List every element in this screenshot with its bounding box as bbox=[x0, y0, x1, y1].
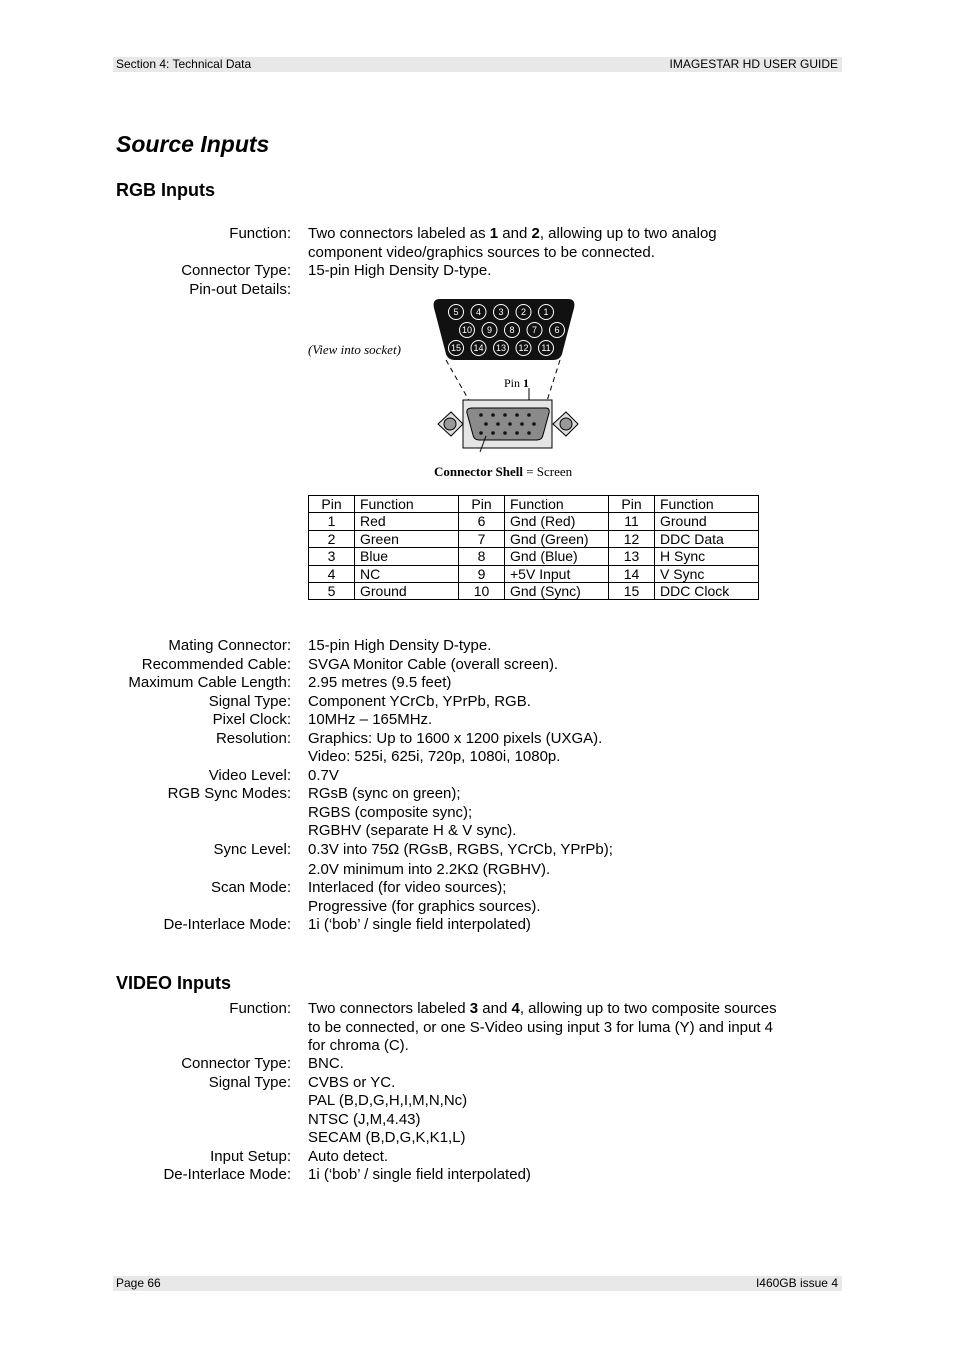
spec-label: Connector Type: bbox=[181, 1055, 291, 1072]
spec-value: 15-pin High Density D-type. bbox=[308, 637, 492, 654]
spec-value: RGBS (composite sync); bbox=[308, 803, 473, 821]
shell-pin bbox=[515, 413, 519, 417]
spec-value: 0.7V bbox=[308, 766, 339, 784]
spec-label: RGB Sync Modes: bbox=[167, 785, 291, 802]
spec-value: 1i (‘bob’ / single field interpolated) bbox=[308, 916, 531, 933]
spec-value: Interlaced (for video sources); bbox=[308, 879, 507, 896]
spec-value: SECAM (B,D,G,K,K1,L) bbox=[308, 1129, 466, 1146]
spec-label: De-Interlace Mode: bbox=[163, 1166, 291, 1183]
spec-value: Graphics: Up to 1600 x 1200 pixels (UXGA). bbox=[308, 729, 603, 747]
socket-pin-number: 15 bbox=[450, 343, 462, 354]
shell-pin bbox=[527, 431, 531, 435]
shell-pin bbox=[479, 413, 483, 417]
socket-pin-number: 9 bbox=[486, 325, 493, 336]
page-header bbox=[113, 57, 842, 72]
spec-value: BNC. bbox=[308, 1055, 344, 1072]
spec-value: Progressive (for graphics sources). bbox=[308, 897, 541, 915]
shell-pin bbox=[491, 431, 495, 435]
spec-value: CVBS or YC. bbox=[308, 1073, 396, 1091]
shell-pin bbox=[484, 422, 488, 426]
spec-label: Mating Connector: bbox=[168, 637, 291, 654]
socket-pin-number: 12 bbox=[518, 343, 529, 354]
socket-pin-number: 11 bbox=[541, 343, 551, 354]
spec-value: RGBHV (separate H & V sync). bbox=[308, 822, 517, 839]
spec-value: RGsB (sync on green); bbox=[308, 785, 461, 802]
socket-pin-number: 4 bbox=[475, 307, 482, 318]
table-row: 4 NC 9 +5V Input 14 V Sync bbox=[309, 565, 759, 582]
vga-connector-diagram bbox=[300, 292, 600, 484]
spec-value: Video: 525i, 625i, 720p, 1080i, 1080p. bbox=[308, 748, 561, 765]
spec-value: 2.95 metres (9.5 feet) bbox=[308, 674, 452, 691]
document-issue: I460GB issue 4 bbox=[755, 1276, 838, 1290]
spec-value: SVGA Monitor Cable (overall screen). bbox=[308, 655, 559, 673]
table-row: 1 Red 6 Gnd (Red) 11 Ground bbox=[309, 513, 759, 530]
socket-pin-number: 10 bbox=[461, 325, 473, 336]
spec-value: Component YCrCb, YPrPb, RGB. bbox=[308, 692, 531, 710]
page-number: Page 66 bbox=[116, 1276, 161, 1290]
spec-label: Sync Level: bbox=[213, 840, 291, 858]
socket-pin-number: 6 bbox=[554, 325, 560, 336]
shell-pin bbox=[491, 413, 495, 417]
pin-1-label: Pin 1 bbox=[504, 376, 530, 390]
socket-pin-number: 13 bbox=[495, 343, 507, 354]
shell-pin bbox=[532, 422, 536, 426]
spec-label: Signal Type: bbox=[208, 1073, 291, 1091]
rgb-heading: RGB Inputs bbox=[116, 180, 215, 200]
spec-label: Input Setup: bbox=[210, 1147, 291, 1165]
spec-value: PAL (B,D,G,H,I,M,N,Nc) bbox=[308, 1092, 468, 1109]
video-heading: VIDEO Inputs bbox=[116, 973, 232, 993]
spec-value: NTSC (J,M,4.43) bbox=[308, 1110, 421, 1128]
spec-value: 2.0V minimum into 2.2KΩ (RGBHV). bbox=[308, 860, 551, 878]
spec-label: De-Interlace Mode: bbox=[163, 916, 291, 933]
shell-label: Connector Shell = Screen bbox=[434, 464, 573, 479]
spec-label: Video Level: bbox=[208, 766, 291, 784]
socket-pin-number: 14 bbox=[473, 343, 484, 354]
shell-pin bbox=[496, 422, 500, 426]
table-row: 5 Ground 10 Gnd (Sync) 15 DDC Clock bbox=[309, 583, 759, 600]
right-screw-icon bbox=[553, 412, 578, 436]
header-section: Section 4: Technical Data bbox=[116, 57, 252, 71]
socket-pin-number: 5 bbox=[453, 307, 459, 318]
pinout-table bbox=[308, 495, 759, 600]
shell-pin bbox=[503, 431, 507, 435]
spec-label: Signal Type: bbox=[208, 692, 291, 710]
page-title: Source Inputs bbox=[116, 131, 270, 157]
shell-pin bbox=[508, 422, 512, 426]
table-row: 3 Blue 8 Gnd (Blue) 13 H Sync bbox=[309, 548, 759, 565]
spec-label: Pixel Clock: bbox=[212, 711, 291, 728]
rgb-function-label: Function: bbox=[229, 225, 291, 242]
view-note: (View into socket) bbox=[308, 342, 401, 357]
spec-label: Scan Mode: bbox=[210, 879, 291, 896]
spec-value: Auto detect. bbox=[308, 1147, 389, 1165]
table-header-row: Pin Function Pin Function Pin Function bbox=[309, 496, 759, 513]
socket-pin-number: 2 bbox=[520, 307, 527, 318]
spec-value: 1i (‘bob’ / single field interpolated) bbox=[308, 1166, 531, 1183]
shell-pin bbox=[503, 413, 507, 417]
shell-pin bbox=[520, 422, 524, 426]
shell-pin bbox=[479, 431, 483, 435]
socket-pin-number: 8 bbox=[509, 325, 515, 336]
spec-label: Recommended Cable: bbox=[141, 655, 291, 673]
spec-value: 10MHz – 165MHz. bbox=[308, 711, 433, 728]
shell-pin bbox=[515, 431, 519, 435]
socket-pin-number: 7 bbox=[531, 325, 538, 336]
spec-label: Resolution: bbox=[215, 729, 291, 747]
left-screw-icon bbox=[438, 412, 463, 436]
page-footer bbox=[113, 1276, 842, 1291]
header-guide-title: IMAGESTAR HD USER GUIDE bbox=[669, 57, 838, 71]
spec-label: Maximum Cable Length: bbox=[128, 674, 291, 691]
socket-pin-number: 1 bbox=[543, 307, 549, 318]
table-row: 2 Green 7 Gnd (Green) 12 DDC Data bbox=[309, 530, 759, 547]
spec-value: 0.3V into 75Ω (RGsB, RGBS, YCrCb, YPrPb); bbox=[308, 840, 613, 858]
socket-pin-number: 3 bbox=[498, 307, 504, 318]
shell-pin bbox=[527, 413, 531, 417]
